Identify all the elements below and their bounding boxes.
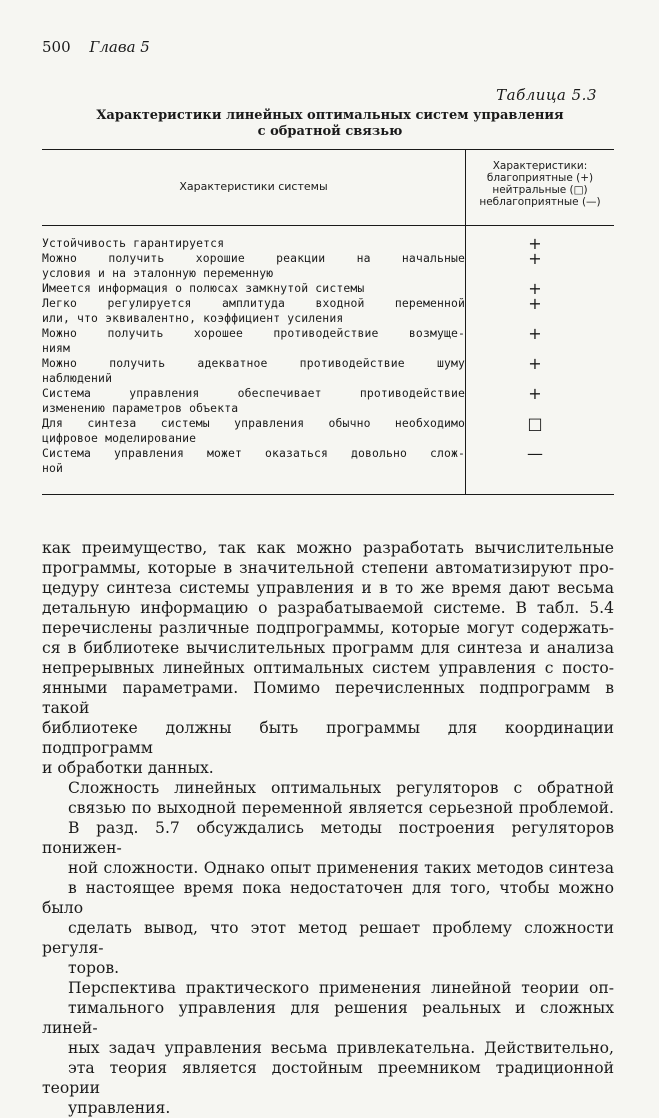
table-row — [42, 446, 465, 476]
text-line: связью по выходной переменной является серьезной проблемой. — [68, 799, 614, 817]
table-body — [42, 236, 465, 476]
text-line: янными параметрами. Помимо перечисленных подпрограмм в такой — [42, 679, 614, 717]
text-line: эта теория является достойным преемником традиционной теории — [42, 1059, 614, 1097]
column-header-line: Характеристики: — [492, 160, 588, 172]
column-header-line: неблагоприятные (—) — [479, 196, 601, 208]
table-row — [42, 386, 465, 416]
text-line: ной сложности. Однако опыт применения таких методов синтеза — [68, 859, 614, 877]
text-line: как преимущество, так как можно разработать вычислительные — [42, 539, 614, 557]
body-text — [42, 538, 614, 1118]
table-title-line: Характеристики линейных оптимальных систем управления — [96, 108, 564, 123]
table-bottom-rule — [42, 494, 614, 495]
rating-mark: + — [528, 354, 542, 373]
table-row — [42, 281, 465, 296]
text-line: программы, которые в значительной степени автоматизируют про- — [42, 559, 614, 577]
table-row-text: Можно получить хорошее противодействие возмуще- — [42, 326, 465, 340]
table-top-rule — [42, 149, 614, 150]
text-line: непрерывных линейных оптимальных систем управления с посто- — [42, 659, 614, 677]
text-line: В разд. 5.7 обсуждались методы построения регуляторов понижен- — [42, 819, 614, 857]
table-row — [42, 251, 465, 281]
chapter-title: Глава 5 — [89, 38, 150, 56]
text-line: сделать вывод, что этот метод решает проблему сложности регуля- — [42, 919, 614, 957]
table-row — [42, 416, 465, 446]
table-row — [42, 356, 465, 386]
table-row-text: Имеется информация о полюсах замкнутой системы — [42, 281, 365, 295]
text-line: тимального управления для решения реальных и сложных линей- — [42, 999, 614, 1037]
rating-mark: + — [528, 294, 542, 313]
column-header-line: благоприятные (+) — [486, 172, 594, 184]
paragraph — [42, 778, 614, 978]
table-row-text: Легко регулируется амплитуда входной переменной — [42, 296, 465, 310]
rating-mark: + — [528, 249, 542, 268]
table-row-text: Для синтеза системы управления обычно необходимо — [42, 416, 465, 430]
table-row — [42, 326, 465, 356]
text-line: библиотеке должны быть программы для координации подпрограмм — [42, 719, 614, 757]
rating-mark: — — [527, 444, 543, 463]
table-row-text: изменению параметров объекта — [42, 401, 239, 415]
table-row-text: Можно получить хорошие реакции на начальные — [42, 251, 465, 265]
rating-mark: + — [528, 384, 542, 403]
table-row-text: условия и на эталонную переменную — [42, 266, 274, 280]
table-row-text: наблюдений — [42, 371, 113, 385]
text-line: Сложность линейных оптимальных регуляторов с обратной — [68, 779, 614, 797]
column-header-characteristics: Характеристики системы — [179, 180, 328, 193]
page-header — [42, 38, 150, 56]
text-line: Перспектива практического применения линейной теории оп- — [68, 979, 614, 997]
paragraph — [42, 978, 614, 1118]
rating-mark: □ — [527, 414, 543, 433]
table-row-text: Можно получить адекватное противодействие шуму — [42, 356, 465, 370]
table-row — [42, 296, 465, 326]
table-row-text: цифровое моделирование — [42, 431, 197, 445]
table-row-text: Система управления обеспечивает противодействие — [42, 386, 465, 400]
table-row-text: Система управления может оказаться довольно слож- — [42, 446, 465, 460]
column-header-rating — [466, 160, 614, 208]
table-title-line: с обратной связью — [257, 124, 403, 139]
text-line: ся в библиотеке вычислительных программ для синтеза и анализа — [42, 639, 614, 657]
table-header-rule — [42, 225, 614, 226]
page-number: 500 — [42, 38, 71, 56]
text-line: в настоящее время пока недостаточен для того, чтобы можно было — [42, 879, 614, 917]
text-line: цедуру синтеза системы управления и в то же время дают весьма — [42, 579, 614, 597]
table-label: Таблица 5.3 — [496, 86, 597, 104]
table-row-text: или, что эквивалентно, коэффициент усиления — [42, 311, 344, 325]
rating-mark: + — [528, 324, 542, 343]
rating-mark: + — [528, 279, 542, 298]
text-line: и обработки данных. — [42, 759, 214, 777]
table-row-text: ной — [42, 461, 64, 475]
table-title — [60, 108, 600, 140]
text-line: детальную информацию о разрабатываемой системе. В табл. 5.4 — [42, 599, 614, 617]
text-line: управления. — [68, 1099, 171, 1117]
table-row — [42, 236, 465, 251]
text-line: ных задач управления весьма привлекательна. Действительно, — [68, 1039, 614, 1057]
table-row-text: Устойчивость гарантируется — [42, 236, 225, 250]
paragraph — [42, 538, 614, 778]
column-header-line: нейтральные (□) — [492, 184, 588, 196]
text-line: торов. — [68, 959, 120, 977]
text-line: перечислены различные подпрограммы, которые могут содержать- — [42, 619, 614, 637]
table-row-text: ниям — [42, 341, 71, 355]
rating-mark: + — [528, 234, 542, 253]
